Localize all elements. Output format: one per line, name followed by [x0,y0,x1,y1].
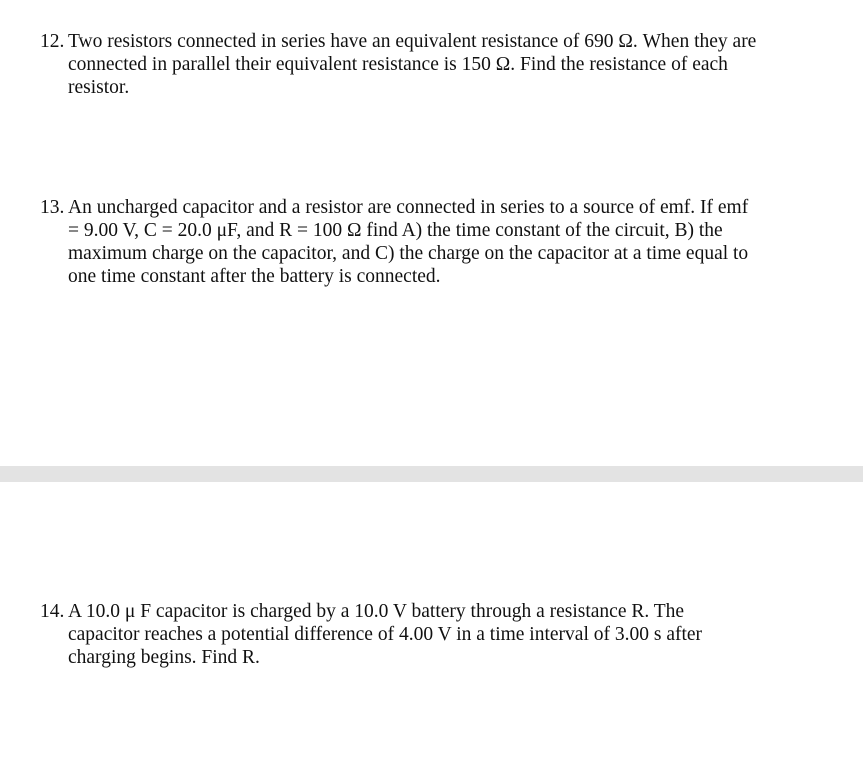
problem-line: = 9.00 V, C = 20.0 μF, and R = 100 Ω find A) the time constant of the circuit, B) the [68,220,723,241]
problem-line: Two resistors connected in series have an equivalent resistance of 690 Ω. When they are [68,31,757,52]
problem-text [68,196,800,288]
problem-13 [40,196,800,288]
problem-text [68,600,800,669]
problem-line: resistor. [68,77,130,98]
problem-line: A 10.0 μ F capacitor is charged by a 10.0 V battery through a resistance R. The [68,601,685,622]
problem-text [68,30,800,99]
problem-line: charging begins. Find R. [68,647,260,668]
problem-line: An uncharged capacitor and a resistor are connected in series to a source of emf. If emf [68,197,749,218]
problem-line: connected in parallel their equivalent resistance is 150 Ω. Find the resistance of each [68,54,728,75]
problem-line: maximum charge on the capacitor, and C) the charge on the capacitor at a time equal to [68,243,749,264]
page-separator [0,466,863,482]
problem-12 [40,30,800,99]
problem-number: 12. [40,31,65,52]
problem-number: 14. [40,601,65,622]
document-page-bottom [0,482,863,776]
problem-number: 13. [40,197,65,218]
problem-line: one time constant after the battery is connected. [68,266,441,287]
problem-14 [40,600,800,669]
problem-line: capacitor reaches a potential difference of 4.00 V in a time interval of 3.00 s after [68,624,703,645]
